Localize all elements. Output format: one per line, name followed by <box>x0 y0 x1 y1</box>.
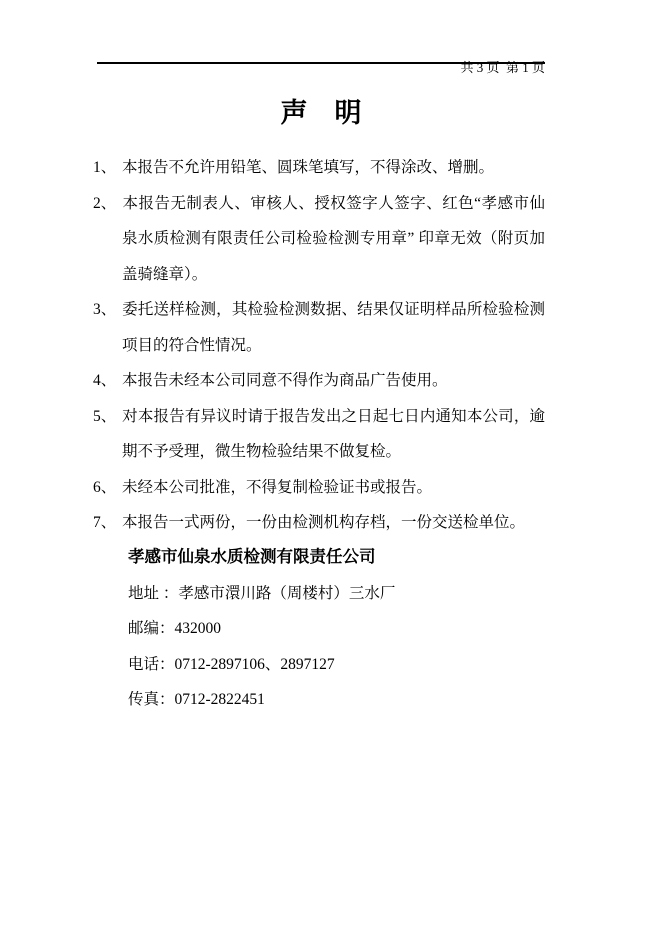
statement-text: 未经本公司批准，不得复制检验证书或报告。 <box>122 478 433 496</box>
statement-number: 3、 <box>93 301 117 318</box>
page-header <box>97 41 545 95</box>
statement-item-4 <box>93 363 545 399</box>
statement-item-1 <box>93 150 545 186</box>
statement-text: 本报告不允许用铅笔、圆珠笔填写，不得涂改、增删。 <box>122 159 495 176</box>
company-name: 孝感市仙泉水质检测有限责任公司 <box>128 548 376 566</box>
statement-text: 本报告未经本公司同意不得作为商品广告使用。 <box>122 372 448 389</box>
statement-text: 本报告一式两份，一份由检测机构存档，一份交送检单位。 <box>122 514 526 531</box>
statement-item-7 <box>93 505 545 541</box>
company-address: 地址 ：孝感市澴川路（周楼村）三水厂 <box>128 584 396 602</box>
company-postcode: 邮编：432000 <box>128 620 222 637</box>
statement-number: 6、 <box>93 478 117 496</box>
statement-number: 5、 <box>93 407 117 425</box>
statement-item-6 <box>93 470 545 506</box>
company-phone: 电话：0712-2897106、2897127 <box>128 655 335 673</box>
statement-text: 本报告无制表人、审核人、授权签字人签字、红色“孝感市仙泉水质检测有限责任公司检验检测专用章” 印章无效（附页加盖骑缝章）。 <box>122 194 545 283</box>
statement-number: 2、 <box>93 194 117 212</box>
statement-number: 4、 <box>93 372 117 389</box>
header-divider <box>97 62 545 64</box>
statement-number: 1、 <box>93 159 117 176</box>
statement-text: 委托送样检测，其检验检测数据、结果仅证明样品所检验检测项目的符合性情况。 <box>122 301 545 354</box>
statement-item-2 <box>93 186 545 293</box>
company-info-block <box>128 540 548 718</box>
statement-item-3 <box>93 292 545 363</box>
page-title: 声 明 <box>280 98 362 128</box>
page-number-label: 共 3 页 第 1 页 <box>460 60 545 75</box>
statement-item-5 <box>93 399 545 470</box>
statement-text: 对本报告有异议时请于报告发出之日起七日内通知本公司，逾期不予受理，微生物检验结果不做复检。 <box>122 407 545 460</box>
statement-list <box>93 150 545 541</box>
statement-number: 7、 <box>93 514 117 531</box>
company-fax: 传真：0712-2822451 <box>128 691 265 708</box>
